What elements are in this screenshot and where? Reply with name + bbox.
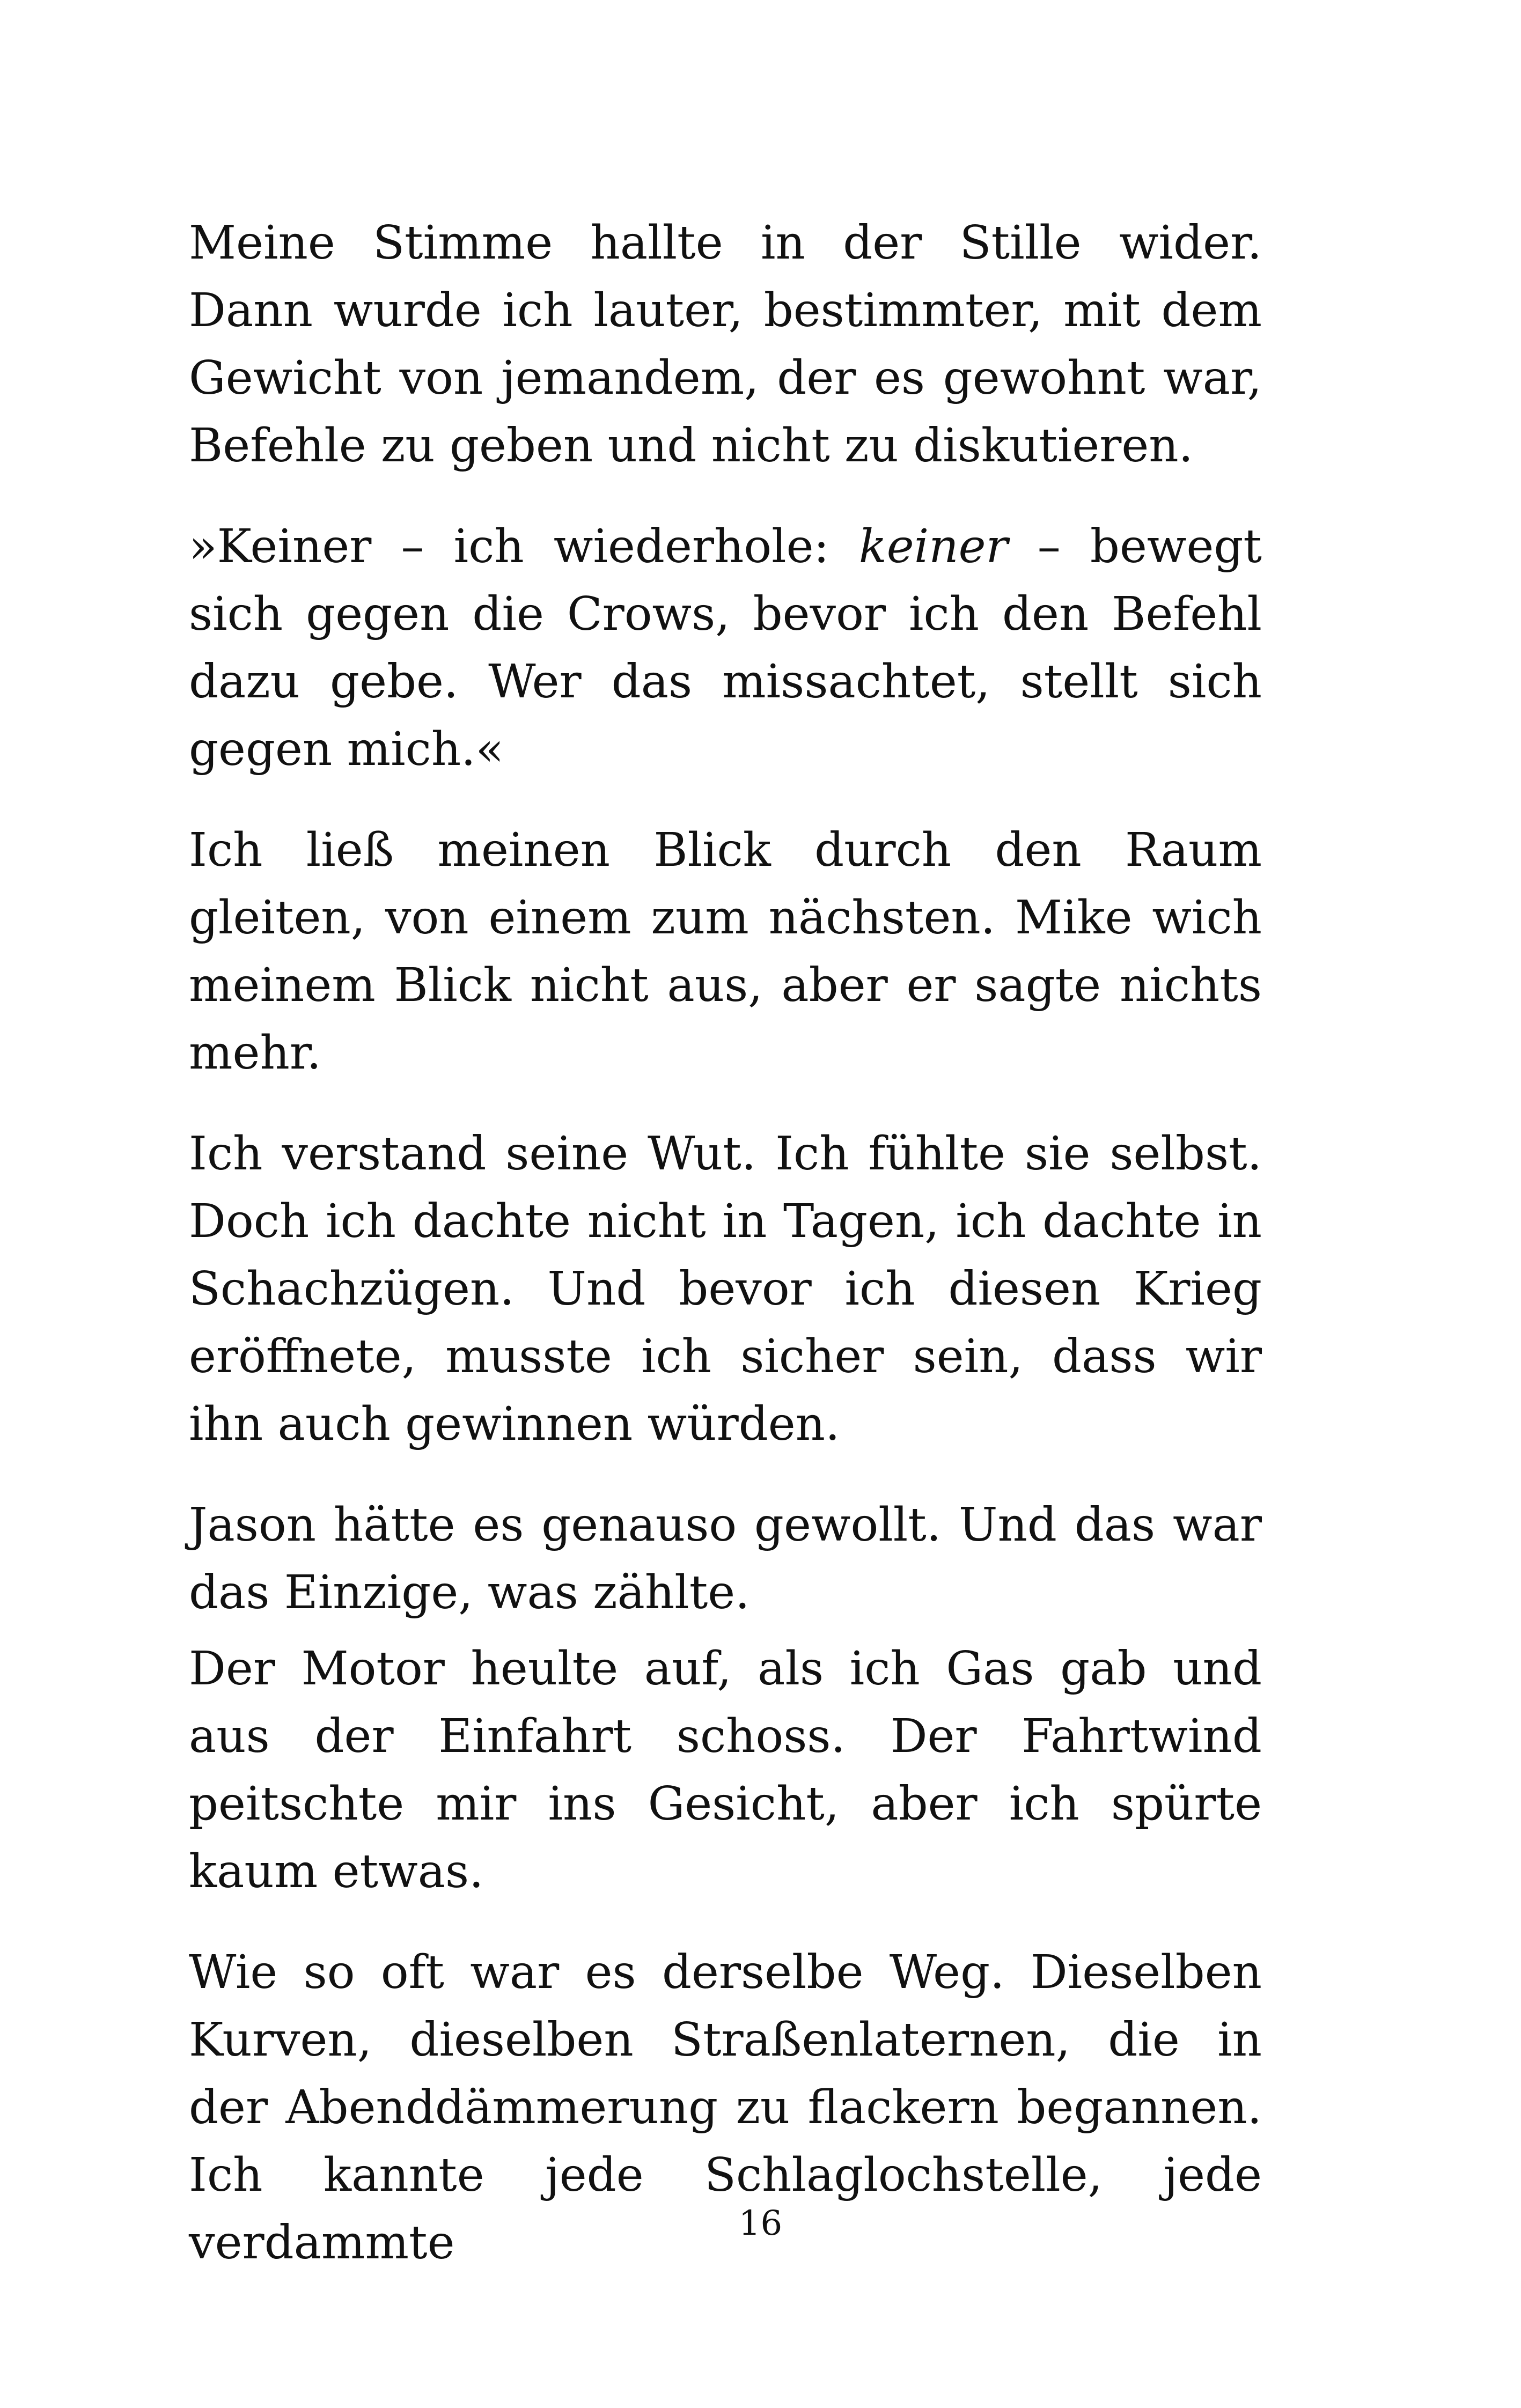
text-section-bottom [189,1635,1262,2277]
dialogue-start: »Keiner – ich wiederhole: [189,520,859,573]
paragraph: Ich verstand seine Wut. Ich fühlte sie selbst. Doch ich dachte nicht in Tagen, ich dachte in Schachzügen. Und bevor ich diesen Krieg eröffnete, musste ich sicher sein, dass wir ihn auch gewinnen würden. [189,1127,1262,1451]
paragraph-dialogue [189,513,1262,783]
page-number: 16 [738,2204,783,2243]
paragraph: Jason hätte es genauso gewollt. Und das war das Einzige, was zählte. [189,1498,1262,1619]
dialogue-emphasis: keiner [858,520,1008,573]
text-section-top [189,209,1262,1626]
paragraph: Meine Stimme hallte in der Stille wider. Dann wurde ich lauter, bestimmter, mit dem Gewicht von jemandem, der es gewohnt war, Befehle zu geben und nicht zu diskutieren. [189,216,1262,473]
paragraph: Ich ließ meinen Blick durch den Raum gleiten, von einem zum nächsten. Mike wich meinem Blick nicht aus, aber er sagte nichts mehr. [189,823,1262,1080]
dialogue-end: – bewegt sich gegen die Crows, bevor ich den Befehl dazu gebe. Wer das missachtet, stellt sich gegen mich.« [189,520,1262,776]
paragraph: Der Motor heulte auf, als ich Gas gab und aus der Einfahrt schoss. Der Fahrtwind peitschte mir ins Gesicht, aber ich spürte kaum etwas. [189,1642,1262,1898]
paragraph: Wie so oft war es derselbe Weg. Dieselben Kurven, dieselben Straßenlaternen, die in der Abenddämmerung zu flackern begannen. Ich kannte jede Schlaglochstelle, jede verdammte [189,1946,1262,2270]
